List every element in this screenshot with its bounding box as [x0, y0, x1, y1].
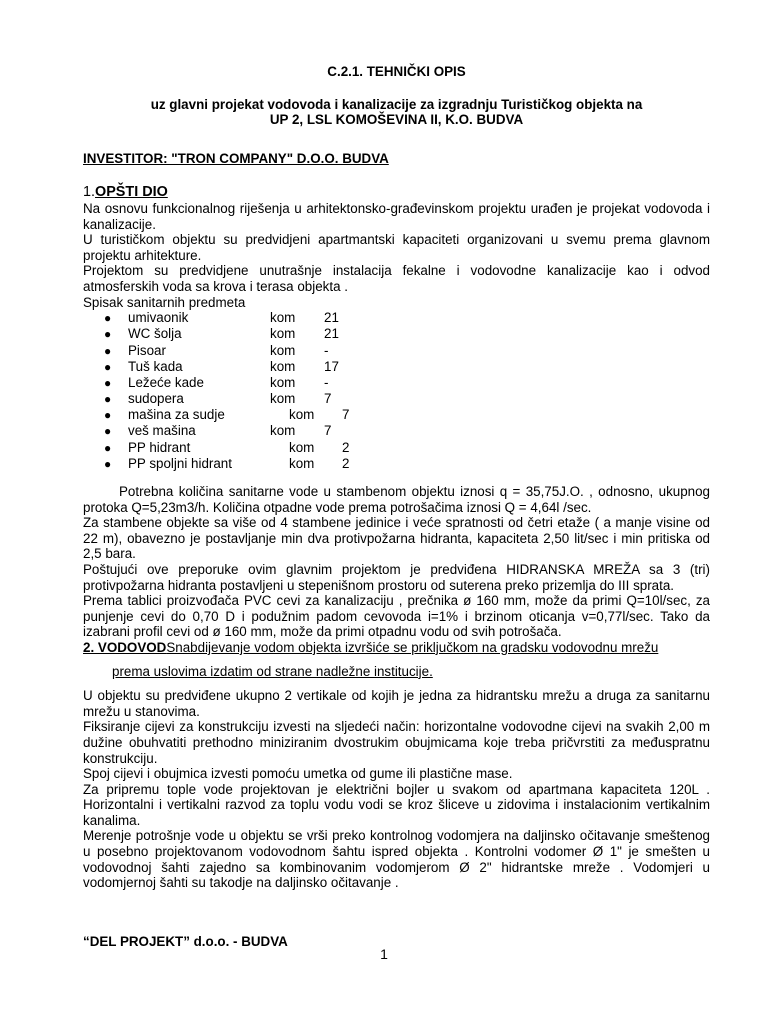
bullet-icon: ●	[104, 392, 112, 407]
section2-heading	[83, 640, 710, 656]
section2-paragraph-2: Fiksiranje cijevi za konstrukciju izvesti na sljedeći način: horizontalne vodovodne cijevi na svakih 2,00 m dužine obuhvatiti prethodno miniziranim dvostrukim obujmicama koje treba pričvrstiti za međuspratnu konstrukciju.	[83, 719, 710, 766]
sanitary-list-title: Spisak sanitarnih predmeta	[83, 294, 246, 310]
list-item: ● WC šolja kom 21	[104, 326, 339, 342]
section2-paragraph-3: Spoj cijevi i obujmica izvesti pomoću umetka od gume ili plastične mase.	[83, 766, 513, 782]
list-item: ● PP spoljni hidrant kom 2	[104, 455, 350, 471]
section1-paragraph-3: Projektom su predvidjene unutrašnje instalacija fekalne i vodovodne kanalizacije kao i odvod atmosferskih voda sa krova i terasa objekta .	[83, 263, 710, 294]
bullet-icon: ●	[104, 311, 112, 326]
section2-inline-text: Snabdijevanje vodom objekta izvršiće se priključkom na gradsku vodovodnu mrežu	[166, 639, 659, 655]
page-number: 1	[380, 946, 388, 962]
section2-paragraph-4: Za pripremu tople vode projektovan je električni bojler u svakom od apartmana kapaciteta 120L . Horizontalni i vertikalni razvod za toplu vodu vodi se kroz šliceve u zidovima i instalacionim vertikalnim kanalima.	[83, 781, 710, 828]
bullet-icon: ●	[104, 456, 112, 471]
bullet-icon: ●	[104, 424, 112, 439]
bullet-icon: ●	[104, 408, 112, 423]
list-item: ● umivaonik kom 21	[104, 310, 339, 326]
bullet-icon: ●	[104, 327, 112, 342]
section2-label: 2. VODOVOD	[83, 639, 167, 655]
bullet-icon: ●	[104, 359, 112, 374]
bullet-icon: ●	[104, 343, 112, 358]
list-item: ● Pisoar kom -	[104, 342, 329, 358]
section1-label: OPŠTI DIO	[95, 184, 168, 201]
company-footer: “DEL PROJEKT” d.o.o. - BUDVA	[83, 934, 288, 949]
document-title: C.2.1. TEHNIČKI OPIS	[327, 64, 466, 79]
section1-paragraph-5: Za stambene objekte sa više od 4 stambene jedinice i veće spratnosti od četri etaže ( a manje visine od 22 m), obavezno je postavljanje min dva protivpožarna hidranta, kapaciteta 2,50 lit/sec i min pritiska od 2,5 bara.	[83, 515, 710, 562]
section1-paragraph-7: Prema tablici proizvođača PVC cevi za kanalizaciju , prečnika ø 160 mm, može da primi Q=10l/sec, za punjenje cevi do 0,70 D i podužnim padom cevovoda i=1% i brzinom oticanja v=0,77l/sec. Tako da izabrani profil cevi od ø 160 mm, može da primi otpadnu vodu od svih potrošača.	[83, 593, 710, 640]
section1-number: 1.	[83, 184, 96, 201]
document-page	[83, 64, 710, 891]
investor-heading: INVESTITOR: "TRON COMPANY" D.O.O. BUDVA	[83, 150, 389, 166]
sanitary-items-list	[83, 310, 710, 472]
section2-heading-line2: prema uslovima izdatim od strane nadležne institucije.	[112, 663, 433, 679]
list-item: ● sudopera kom 7	[104, 391, 332, 407]
list-item: ● veš mašina kom 7	[104, 423, 332, 439]
list-item: ● Ležeće kade kom -	[104, 374, 329, 390]
document-subtitle-line2: UP 2, LSL KOMOŠEVINA II, K.O. BUDVA	[269, 112, 524, 128]
section1-paragraph-6: Poštujući ove preporuke ovim glavnim projektom je predviđena HIDRANSKA MREŽA sa 3 (tri) protivpožarna hidranta postavljeni u stepenišnom prostoru od suterena preko prizemlja do III sprata.	[83, 561, 710, 593]
section1-paragraph-1: Na osnovu funkcionalnog riješenja u arhitektonsko-građevinskom projektu urađen je projekat vodovoda i kanalizacije.	[83, 200, 710, 232]
section1-paragraph-2: U turističkom objektu su predvidjeni apartmantski kapaciteti organizovani u svemu prema glavnom projektu arhitekture.	[83, 232, 710, 263]
section2-paragraph-1: U objektu su predviđene ukupno 2 vertikale od kojih je jedna za hidrantsku mrežu a druga za sanitarnu mrežu u stanovima.	[83, 688, 710, 719]
section1-heading	[83, 185, 710, 201]
section2-paragraph-5: Merenje potrošnje vode u objektu se vrši preko kontrolnog vodomjera na daljinsko očitavanje smeštenog u posebno projektovanom vodovodnom šahtu ispred objekta . Kontrolni vodomer Ø 1" je smešten u vodovodnoj šahti zajedno sa kombinovanim vodomjerom Ø 2" hidrantske mreže . Vodomjeri u vodomjernoj šahti su takodje na daljinsko očitavanje .	[83, 828, 710, 891]
section1-paragraph-4: Potrebna količina sanitarne vode u stambenom objektu iznosi q = 35,75J.O. , odnosno, ukupnog protoka Q=5,23m3/h. Količina otpadne vode prema potrošačima iznosi Q = 4,64l /sec.	[83, 484, 710, 515]
bullet-icon: ●	[104, 375, 112, 390]
list-item: ● PP hidrant kom 2	[104, 439, 350, 455]
list-item: ● mašina za sudje kom 7	[104, 407, 350, 423]
list-item: ● Tuš kada kom 17	[104, 358, 339, 374]
document-subtitle-line1: uz glavni projekat vodovoda i kanalizacije za izgradnju Turističkog objekta na	[150, 96, 643, 112]
bullet-icon: ●	[104, 440, 112, 455]
